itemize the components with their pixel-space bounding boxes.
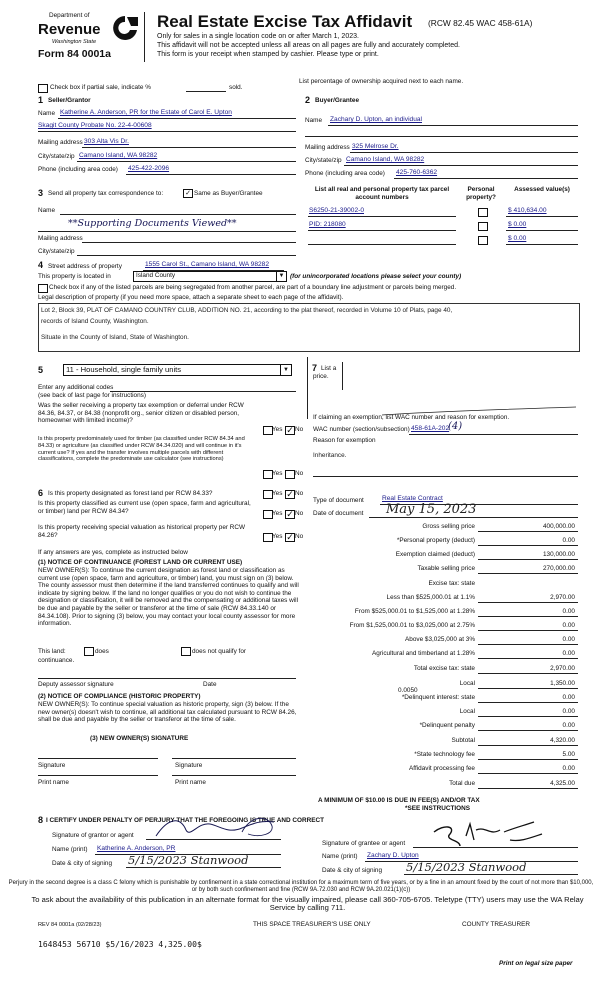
seller-name-label: Name: [38, 110, 56, 117]
legal-label: Legal description of property (if you need more space, attach a separate sheet to each page of the affidavit).: [38, 294, 344, 301]
buyer-heading: Buyer/Grantee: [315, 97, 360, 104]
s3-city-label: City/state/zip: [38, 248, 75, 255]
tax-row-label: *Delinquent interest: state: [401, 694, 475, 701]
tax-row-value[interactable]: 1,350.00: [550, 680, 575, 687]
owner2-printname-label: Print name: [175, 779, 206, 786]
tax-row-value[interactable]: 0.00: [562, 537, 575, 544]
wac-annotation: (4): [448, 421, 463, 432]
doc-type[interactable]: Real Estate Contract: [382, 495, 443, 502]
grantor-signature[interactable]: [150, 812, 290, 844]
grantee-print-name[interactable]: Zachary D. Upton: [367, 852, 419, 859]
doc-date[interactable]: May 15, 2023: [386, 502, 477, 517]
reason-value[interactable]: Inheritance.: [313, 452, 347, 459]
current-use-question: Is this property classified as current use (open space, farm and agricultural, or timber) land per RCW 84.34?: [38, 500, 251, 515]
q3-no-label: No: [295, 490, 304, 497]
chevron-down-icon[interactable]: ▼: [276, 272, 286, 281]
tax-row-value[interactable]: 0.00: [562, 708, 575, 715]
this-land-label: This land:: [38, 648, 66, 655]
grantee-signature[interactable]: [430, 818, 550, 850]
tax-row-label: Local: [459, 708, 475, 715]
county-note: (for unincorporated locations please select your county): [290, 273, 462, 280]
tax-row-label: Total due: [449, 780, 475, 787]
tax-row-label: *Delinquent penalty: [419, 722, 475, 729]
grantor-sig-label: Signature of grantor or agent: [52, 832, 134, 839]
header-sub3: This form is your receipt when stamped by cashier. Please type or print.: [157, 51, 379, 58]
certify-statement: I CERTIFY UNDER PENALTY OF PERJURY THAT THE FOREGOING IS TRUE AND CORRECT: [46, 817, 325, 824]
buyer-address[interactable]: 325 Melrose Dr.: [352, 143, 399, 150]
q4-no-label: No: [295, 510, 304, 517]
exemption-question: Was the seller receiving a property tax exemption or deferral under RCW 84.36, 84.37, or 84.38 (nonprofit org., senior citizen or disabled person, homeowner with limited income)?: [38, 402, 244, 425]
q1-yes-label: Yes: [272, 426, 283, 433]
treasurer-use-label: THIS SPACE TREASURER'S USE ONLY: [253, 921, 371, 928]
assessed-value[interactable]: $ 0.00: [508, 235, 527, 242]
timber-question: Is this property predominately used for timber (as classified under RCW 84.34 and 84.33) or agriculture (as classified under RCW 84.34.020) and will continue in it's current use? If yes and the transfer involves multiple parcels with different classifications, complete the predominate use calculator (see instructions): [38, 436, 245, 463]
seller-phone[interactable]: 425-422-2096: [128, 165, 170, 172]
partial-sale-label: Check box if partial sale, indicate %: [50, 84, 151, 91]
minimum-due-note: A MINIMUM OF $10.00 IS DUE IN FEE(S) AND/OR TAX: [318, 797, 480, 804]
seller-addr-label: Mailing address: [38, 139, 83, 146]
pen-mark: [380, 405, 580, 419]
legal-line-3: Situate in the County of Island, State of Washington.: [41, 334, 189, 341]
same-as-buyer-checkbox[interactable]: ✓: [183, 189, 193, 198]
legal-line-1: Lot 2, Block 39, PLAT OF CAMANO COUNTRY CLUB, ADDITION NO. 21, according to the plat thereof, recorded in Volume 10 of Plats, page 40,: [41, 307, 453, 314]
ownership-note: List percentage of ownership acquired next to each name.: [299, 78, 464, 85]
property-street[interactable]: 1555 Carol St., Camano Island, WA 98282: [145, 261, 270, 268]
grantor-print-name[interactable]: Katherine A. Anderson, PR: [97, 845, 176, 852]
q2-no-label: No: [295, 470, 304, 477]
tax-row-value[interactable]: 2,970.00: [550, 594, 575, 601]
tax-row-value[interactable]: 0.00: [562, 650, 575, 657]
dor-logo-icon: [110, 14, 140, 42]
supporting-docs-stamp: **Supporting Documents Viewed**: [68, 218, 237, 229]
see-instructions: *SEE INSTRUCTIONS: [405, 805, 470, 812]
cashier-receipt: 1648453 56710 $5/16/2023 4,325.00$: [38, 940, 202, 949]
if-yes-note: If any answers are yes, complete as instructed below: [38, 549, 188, 556]
tax-row-value[interactable]: 5.00: [562, 751, 575, 758]
land-use-select[interactable]: [63, 364, 292, 376]
grantor-date-label: Date & city of signing: [52, 860, 113, 867]
tax-row-label: Taxable selling price: [417, 565, 475, 572]
owner1-printname-label: Print name: [38, 779, 69, 786]
located-label: This property is located in: [38, 273, 111, 280]
tax-row-label: *State technology fee: [414, 751, 475, 758]
q1-no-checkbox[interactable]: ✓: [286, 425, 294, 435]
county-treasurer-label: COUNTY TREASURER: [462, 921, 530, 928]
buyer-addr-label: Mailing address: [305, 144, 350, 151]
segregated-label: Check box if any of the listed parcels are being segregated from another parcel, are part of a boundary line adjustment or parcels being merged.: [49, 284, 457, 291]
legal-description-box[interactable]: [38, 303, 580, 352]
grantee-date-city[interactable]: 5/15/2023 Stanwood: [406, 860, 527, 874]
see-back-label: (see back of last page for instructions): [38, 392, 146, 399]
legal-paper-note: Print on legal size paper: [499, 960, 573, 967]
q5-yes-label: Yes: [272, 533, 283, 540]
segregated-checkbox[interactable]: [38, 284, 48, 293]
personal-property-checkbox[interactable]: [478, 222, 488, 231]
new-owner-sig-heading: (3) NEW OWNER(S) SIGNATURE: [90, 735, 189, 742]
tax-row-value[interactable]: 4,325.00: [550, 780, 575, 787]
grantor-date-city[interactable]: 5/15/2023 Stanwood: [128, 853, 249, 867]
buyer-name-label: Name: [305, 117, 323, 124]
seller-city-label: City/state/zip: [38, 153, 75, 160]
seller-name2[interactable]: Skagit County Probate No. 22-4-00608: [38, 122, 152, 129]
tax-row-value[interactable]: 0.00: [562, 636, 575, 643]
tax-row-label: Excise tax: state: [428, 580, 475, 587]
grantee-name-label: Name (print): [322, 853, 358, 860]
q5-no-checkbox[interactable]: ✓: [286, 532, 294, 542]
tax-row-label: Local: [459, 680, 475, 687]
notice2-heading: (2) NOTICE OF COMPLIANCE (HISTORIC PROPERTY): [38, 693, 201, 700]
notice1-text: NEW OWNER(S): To continue the current designation as forest land or classification as current use (open space, farm and agriculture, or timber) land, you must sign on (3) below. The county assessor must then determine if the land transferred continues to qualify and will indicate by signing below. If the land no longer qualifies or you do not wish to continue the designation or classification, it will be removed and the compensating or additional taxes will be due and payable by the seller or transferor at the time of sale (RCW 84.33.140 or 84.34.108). Prior to signing (3) below, you may contact your local county assessor for more information.: [38, 567, 299, 628]
parcel-number[interactable]: S6250-21-39002-0: [309, 207, 364, 214]
dept-line: Department of: [49, 12, 90, 19]
tax-row-value[interactable]: 400,000.00: [543, 523, 575, 530]
tax-row-label: Above $3,025,000 at 3%: [405, 636, 475, 643]
tax-row-label: From $1,525,000.01 to $3,025,000 at 2.75%: [349, 622, 475, 629]
buyer-phone[interactable]: 425-760-6362: [396, 169, 438, 176]
notice1-heading: (1) NOTICE OF CONTINUANCE (FOREST LAND OR CURRENT USE): [38, 559, 243, 566]
buyer-name[interactable]: Zachary D. Upton, an individual: [330, 116, 422, 123]
owner2-signature-label: Signature: [175, 762, 203, 769]
buyer-city[interactable]: Camano Island, WA 98282: [346, 156, 425, 163]
tax-row-label: Affidavit processing fee: [409, 765, 475, 772]
legal-line-2: records of Island County, Washington.: [41, 318, 149, 325]
agency-name: Revenue: [38, 21, 101, 38]
state-label: Washington State: [52, 39, 97, 45]
does-label: does: [95, 648, 109, 655]
owner1-signature-label: Signature: [38, 762, 66, 769]
header-sub1: Only for sales in a single location code on or after March 1, 2023.: [157, 33, 359, 40]
same-as-label: Same as Buyer/Grantee: [194, 190, 263, 197]
does-checkbox[interactable]: [84, 647, 94, 656]
tax-row-label: Less than $525,000.01 at 1.1%: [386, 594, 475, 601]
doc-type-label: Type of document: [313, 497, 364, 504]
personal-property-checkbox[interactable]: [478, 236, 488, 245]
parcel-col-header: List all real and personal property tax parcel account numbers: [314, 186, 450, 201]
form-number: Form 84 0001a: [38, 48, 111, 60]
tax-row-label: Total excise tax: state: [413, 665, 475, 672]
q3-yes-label: Yes: [272, 490, 283, 497]
notice2-text: NEW OWNER(S): To continue special valuation as historic property, sign (3) below. If the new owner(s) doesn't wish to continue, all additional tax calculated pursuant to RCW 84.26, shall be due and payable by the seller or transferor at the time of sale.: [38, 701, 297, 724]
sold-label: sold.: [229, 84, 243, 91]
deputy-sig-label: Deputy assessor signature: [38, 681, 114, 688]
wac-label: WAC number (section/subsection): [313, 426, 410, 433]
wac-number[interactable]: 458-61A-202: [411, 425, 450, 432]
forest-question: Is this property designated as forest land per RCW 84.33?: [48, 490, 213, 497]
header-sub2: This affidavit will not be accepted unless all areas on all pages are fully and accurately completed.: [157, 42, 460, 49]
tax-row-value[interactable]: 0.00: [562, 622, 575, 629]
assessed-value[interactable]: $ 410,634.00: [508, 207, 547, 214]
does-not-checkbox[interactable]: [181, 647, 191, 656]
doc-date-label: Date of document: [313, 510, 364, 517]
perjury-notice: Perjury in the second degree is a class C felony which is punishable by confinement in a state correctional institution for a maximum term of five years, or by a fine in an amount fixed by the court of not more than $10,000, or by both such confinement and fine (RCW 9A.72.030 and RCW 9A.20.021(1)(c)): [8, 880, 594, 893]
q2-no-checkbox[interactable]: [285, 470, 295, 479]
seller-city[interactable]: Camano Island, WA 98282: [79, 152, 158, 159]
rcw-reference: (RCW 82.45 WAC 458-61A): [428, 18, 533, 28]
tax-row-label: Exemption claimed (deduct): [395, 551, 475, 558]
deputy-date-label: Date: [203, 681, 217, 688]
tax-row-value[interactable]: 130,000.00: [543, 551, 575, 558]
does-not-label: does not qualify for: [192, 648, 246, 655]
personal-property-checkbox[interactable]: [478, 208, 488, 217]
personal-col-header: Personal property?: [466, 186, 496, 201]
assessed-col-header: Assessed value(s): [514, 186, 570, 193]
tax-row-value[interactable]: 0.00: [562, 694, 575, 701]
county-select[interactable]: [133, 271, 287, 282]
s3-name-label: Name: [38, 207, 56, 214]
q1-no-label: No: [295, 426, 304, 433]
q3-no-checkbox[interactable]: ✓: [286, 489, 294, 499]
tax-row-label: Gross selling price: [422, 523, 475, 530]
buyer-city-label: City/state/zip: [305, 157, 342, 164]
seller-phone-label: Phone (including area code): [38, 166, 118, 173]
tax-row-label: Subtotal: [451, 737, 475, 744]
grantee-date-label: Date & city of signing: [322, 867, 383, 874]
q2-yes-label: Yes: [272, 470, 283, 477]
land-use-selected: 11 - Household, single family units: [66, 365, 182, 374]
tax-row-value[interactable]: 0.00: [562, 608, 575, 615]
assessed-value[interactable]: $ 0.00: [508, 221, 527, 228]
chevron-down-icon[interactable]: ▼: [280, 365, 291, 375]
buyer-phone-label: Phone (including area code): [305, 170, 385, 177]
tax-row-value[interactable]: 0.00: [562, 765, 575, 772]
q5-no-label: No: [295, 533, 304, 540]
tax-row-value[interactable]: 0.00: [562, 722, 575, 729]
q4-yes-label: Yes: [272, 510, 283, 517]
tax-row-value[interactable]: 2,970.00: [550, 665, 575, 672]
tax-row-label: *Personal property (deduct): [396, 537, 475, 544]
historic-question: Is this property receiving special valuation as historical property per RCW 84.26?: [38, 524, 246, 539]
alt-format-notice: To ask about the availability of this publication in an alternate format for the visually impaired, please call 360-705-6705. Teletype (TTY) users may use the WA Relay Service by calling 711.: [31, 895, 584, 913]
additional-codes-label: Enter any additional codes: [38, 384, 114, 391]
partial-sale-checkbox[interactable]: [38, 84, 48, 93]
county-selected: Island County: [136, 272, 176, 279]
grantee-sig-label: Signature of grantee or agent: [322, 840, 406, 847]
revision-label: REV 84 0001a (02/28/23): [38, 922, 102, 928]
s3-mail-label: Mailing address: [38, 235, 83, 242]
exemption-label: If claiming an exemption, list WAC number and reason for exemption.: [313, 414, 510, 421]
reason-label: Reason for exemption: [313, 437, 376, 444]
form-title: Real Estate Excise Tax Affidavit: [157, 12, 413, 31]
tax-row-value[interactable]: 4,320.00: [550, 737, 575, 744]
tax-row-label: From $525,000.01 to $1,525,000 at 1.28%: [354, 608, 475, 615]
list-all-label: List a: [321, 365, 337, 372]
seller-heading: Seller/Grantor: [48, 97, 91, 104]
tax-row-value[interactable]: 270,000.00: [543, 565, 575, 572]
local-rate: 0.0050: [398, 687, 418, 694]
seller-address[interactable]: 303 Alta Vis Dr.: [84, 138, 129, 145]
grantor-name-label: Name (print): [52, 846, 88, 853]
send-correspondence-label: Send all property tax correspondence to:: [48, 190, 164, 197]
seller-name[interactable]: Katherine A. Anderson, PR for the Estate of Carol E. Upton: [60, 109, 232, 116]
q4-no-checkbox[interactable]: ✓: [286, 509, 294, 519]
price-label: price.: [313, 373, 329, 380]
continuance-label: continuance.: [38, 657, 75, 664]
tax-row-label: Agricultural and timberland at 1.28%: [371, 650, 475, 657]
street-label: Street address of property: [48, 263, 122, 270]
parcel-number[interactable]: PID: 218080: [309, 221, 346, 228]
